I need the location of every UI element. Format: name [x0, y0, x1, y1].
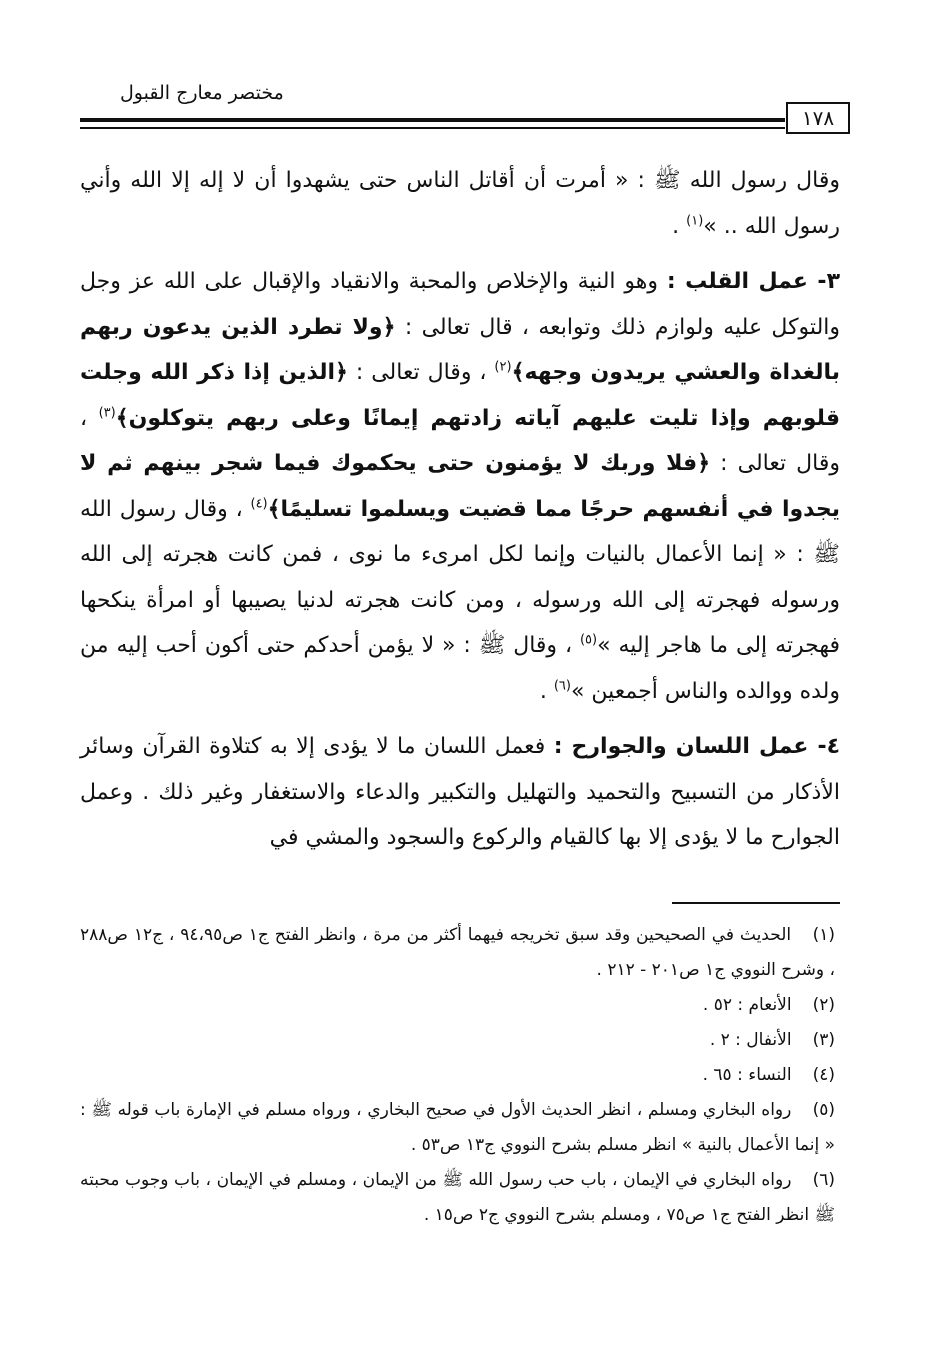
paragraph-text: ، وقال تعالى :: [347, 360, 495, 385]
footnote-number: (١): [812, 925, 835, 945]
quran-verse: ﴿فلا وربك لا يؤمنون حتى يحكموك فيما شجر بينهم ثم لا يجدوا في أنفسهم حرجًا مما قضيت ويسلموا تسليمًا﴾: [80, 451, 841, 522]
footnote-ref: (٢): [494, 359, 512, 375]
quran-verse: ﴿الذين إذا ذكر الله وجلت قلوبهم وإذا تليت عليهم آياته زادتهم إيمانًا وعلى ربهم يتوكلون﴾: [80, 360, 840, 431]
paragraph-text: وقال رسول الله ﷺ : « أمرت أن أقاتل الناس حتى يشهدوا أن لا إله إلا الله وأني رسول الله .. »: [80, 168, 840, 239]
footnote-number: (٢): [812, 995, 835, 1015]
footnote-ref: (٦): [553, 678, 571, 694]
section-heading: ٤- عمل اللسان والجوارح :: [553, 734, 841, 759]
main-text: [80, 158, 840, 861]
footnote: [80, 988, 835, 1023]
footnote-text: النساء : ٦٥ .: [702, 1065, 792, 1085]
footnote-number: (٦): [812, 1170, 835, 1190]
footnote-text: رواه البخاري في الإيمان ، باب حب رسول الله ﷺ من الإيمان ، ومسلم في الإيمان ، باب وجوب محبته ﷺ انظر الفتح ج١ ص٧٥ ، ومسلم بشرح النووي ج٢ ص١٥ .: [80, 1170, 835, 1225]
paragraph-heart-deeds: [80, 259, 840, 714]
paragraph-text: ، وقال رسول الله ﷺ : « إنما الأعمال بالنيات وإنما لكل امرىء ما نوى ، فمن كانت هجرته إلى الله ورسوله فهجرته إلى الله ورسوله ، ومن كانت هجرته لدنيا يصيبها أو امرأة ينكحها فهجرته إلى ما هاجر إليه »: [80, 496, 840, 658]
paragraph-end: .: [539, 678, 554, 704]
footnote-ref: (٥): [579, 632, 598, 648]
footnote-text: الحديث في الصحيحين وقد سبق تخريجه فيهما أكثر من مرة ، وانظر الفتح ج١ ص٩٤،٩٥ ، ج١٢ ص٢٨٨ ، وشرح النووي ج١ ص٢٠١ - ٢١٢ .: [80, 925, 835, 980]
footnote-number: (٥): [812, 1100, 835, 1120]
footnote: [80, 1093, 835, 1163]
footnote-text: الأنعام : ٥٢ .: [702, 995, 792, 1015]
footnote: [80, 1058, 835, 1093]
footnote-number: (٤): [812, 1065, 835, 1085]
footnote: [80, 918, 835, 988]
section-heading: ٣- عمل القلب :: [666, 269, 840, 294]
paragraph-tongue-limbs: [80, 724, 840, 861]
paragraph-hadith-1: [80, 158, 840, 249]
book-title: مختصر معارج القبول: [120, 82, 284, 104]
running-header: [80, 82, 790, 108]
page-number: ١٧٨: [786, 102, 850, 134]
footnote-ref: (٣): [98, 405, 116, 421]
paragraph-text: ، وقال تعالى :: [80, 405, 840, 476]
footnote-text: الأنفال : ٢ .: [709, 1030, 792, 1050]
quran-verse: ﴿ولا تطرد الذين يدعون ربهم بالغداة والعشي يريدون وجهه﴾: [80, 314, 840, 385]
footnotes: [80, 918, 835, 1233]
header-rule-thick: [80, 118, 785, 122]
footnote: [80, 1163, 835, 1233]
footnote-number: (٣): [812, 1030, 835, 1050]
footnote-ref: (٤): [250, 496, 268, 512]
header-rule-thin: [80, 127, 785, 129]
footnote-separator: [672, 902, 840, 904]
paragraph-end: .: [672, 213, 687, 239]
paragraph-text: ، وقال ﷺ : « لا يؤمن أحدكم حتى أكون أحب إليه من ولده ووالده والناس أجمعين »: [80, 633, 840, 704]
paragraph-text: فعمل اللسان ما لا يؤدى إلا به كتلاوة القرآن وسائر الأذكار من التسبيح والتحميد والتهليل والتكبير والدعاء والاستغفار وغير ذلك . وعمل الجوارح ما لا يؤدى إلا بها كالقيام والركوع والسجود والمشي في: [80, 734, 840, 850]
footnote: [80, 1023, 835, 1058]
footnote-ref: (١): [686, 213, 704, 229]
paragraph-text: وهو النية والإخلاص والمحبة والانقياد والإقبال على الله عز وجل والتوكل عليه ولوازم ذلك وتوابعه ، قال تعالى :: [80, 269, 841, 340]
footnote-text: رواه البخاري ومسلم ، انظر الحديث الأول في صحيح البخاري ، ورواه مسلم في الإمارة باب قوله ﷺ : « إنما الأعمال بالنية » انظر مسلم بشرح النووي ج١٣ ص٥٣ .: [80, 1100, 835, 1155]
